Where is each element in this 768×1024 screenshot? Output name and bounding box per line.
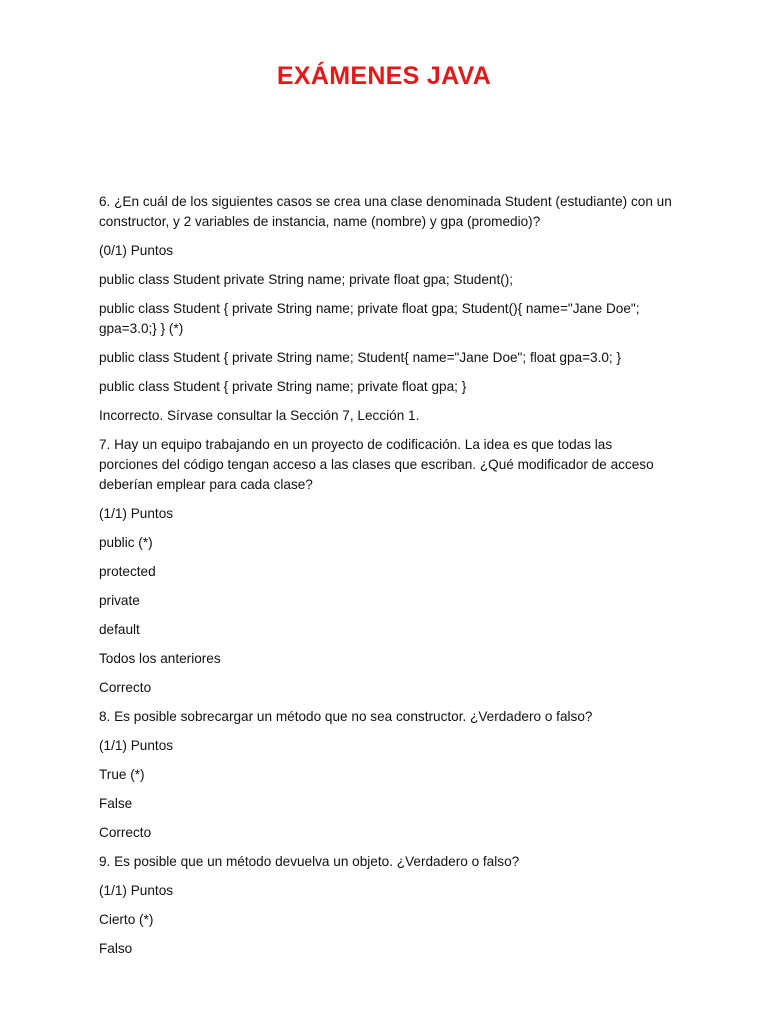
question-feedback: Correcto xyxy=(99,680,152,695)
answer-option: public (*) xyxy=(99,535,153,550)
answer-option: public class Student { private String name; Student{ name="Jane Doe"; float gpa=3.0; } xyxy=(99,350,622,365)
answer-option: public class Student { private String name; private float gpa; } xyxy=(99,379,467,394)
question-feedback: Incorrecto. Sírvase consultar la Sección 7, Lección 1. xyxy=(99,408,420,423)
question-text: 9. Es posible que un método devuelva un objeto. ¿Verdadero o falso? xyxy=(99,854,520,869)
answer-option: protected xyxy=(99,564,156,579)
answer-option: Falso xyxy=(99,941,133,956)
question-points: (0/1) Puntos xyxy=(99,243,174,258)
question-points: (1/1) Puntos xyxy=(99,883,174,898)
answer-option: public class Student private String name; private float gpa; Student(); xyxy=(99,272,514,287)
answer-option: Todos los anteriores xyxy=(99,651,221,666)
document-title: EXÁMENES JAVA xyxy=(276,62,492,90)
question-feedback: Correcto xyxy=(99,825,152,840)
answer-option: Cierto (*) xyxy=(99,912,154,927)
answer-option: public class Student { private String name; private float gpa; Student(){ name="Jane Doe"; gpa=3.0;} } (*) xyxy=(99,301,640,336)
answer-option: default xyxy=(99,622,140,637)
question-block xyxy=(99,852,674,959)
answer-option: private xyxy=(99,593,140,608)
answer-option: True (*) xyxy=(99,767,145,782)
answer-option: False xyxy=(99,796,133,811)
question-block xyxy=(99,435,674,698)
document-body xyxy=(99,192,674,968)
question-points: (1/1) Puntos xyxy=(99,506,174,521)
question-text: 8. Es posible sobrecargar un método que no sea constructor. ¿Verdadero o falso? xyxy=(99,709,593,724)
question-text: 6. ¿En cuál de los siguientes casos se crea una clase denominada Student (estudiante) con un constructor, y 2 variables de instancia, name (nombre) y gpa (promedio)? xyxy=(99,194,672,229)
question-points: (1/1) Puntos xyxy=(99,738,174,753)
question-block xyxy=(99,707,674,843)
question-text: 7. Hay un equipo trabajando en un proyecto de codificación. La idea es que todas las porciones del código tengan acceso a las clases que escriban. ¿Qué modificador de acceso deberían emplear para cada clase? xyxy=(99,437,654,492)
question-block xyxy=(99,192,674,426)
